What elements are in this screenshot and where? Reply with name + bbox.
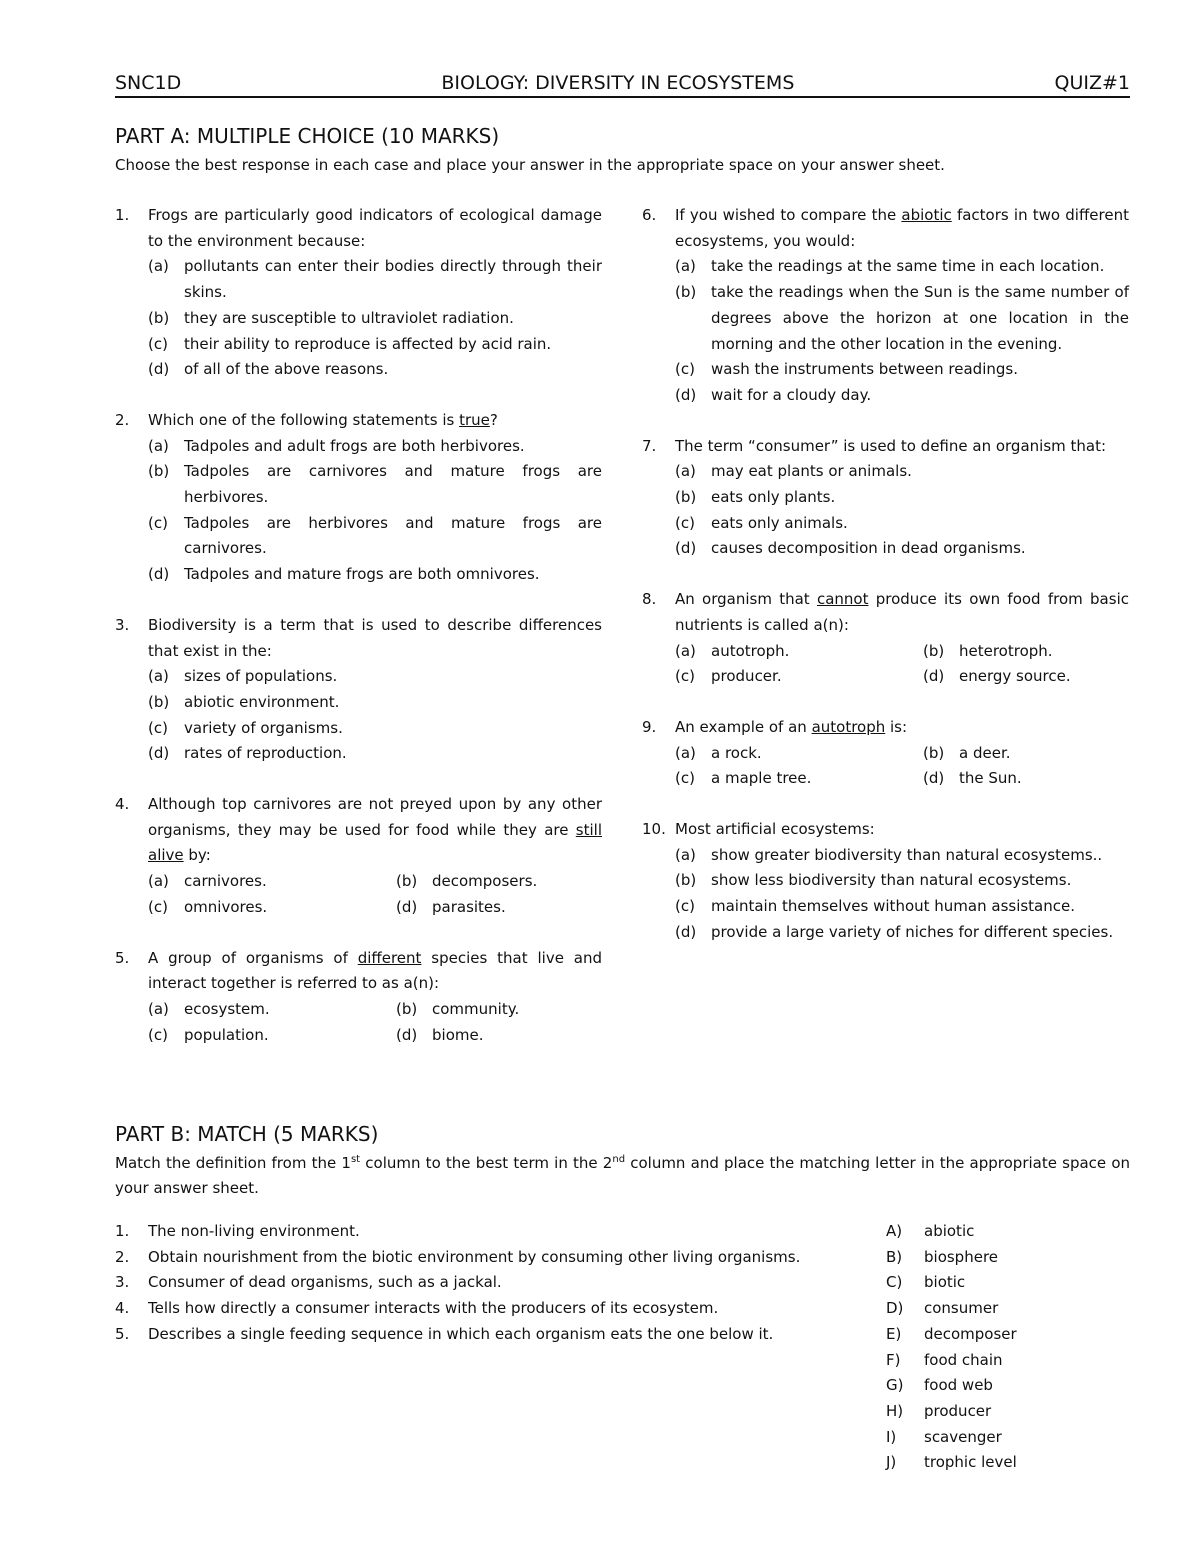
option-c: (c) maintain themselves without human assistance.: [675, 897, 1075, 916]
question-5: [115, 946, 602, 1049]
question-text: The term “consumer” is used to define an organism that:: [675, 436, 1107, 455]
part-a-title: PART A: MULTIPLE CHOICE (10 MARKS): [115, 124, 500, 148]
option-d: (d) energy source.: [923, 667, 1071, 686]
question-text: An example of an autotroph is:: [675, 717, 908, 736]
option-a: (a) sizes of populations.: [148, 667, 338, 686]
term-item: B) biosphere: [886, 1247, 999, 1266]
option-d: (d) Tadpoles and mature frogs are both omnivores.: [148, 565, 540, 584]
question-number: 10.: [642, 820, 666, 839]
question-number: 5.: [115, 948, 130, 967]
option-c: (c) variety of organisms.: [148, 718, 343, 737]
option-a: (a) pollutants can enter their bodies directly through their skins.: [148, 257, 602, 302]
term-item: H) producer: [886, 1401, 992, 1420]
option-a: (a) Tadpoles and adult frogs are both herbivores.: [148, 436, 525, 455]
question-number: 3.: [115, 615, 130, 634]
option-d: (d) rates of reproduction.: [148, 744, 347, 763]
question-1: [115, 203, 602, 383]
matching-section: [115, 1120, 1130, 1489]
definition-item: 2. Obtain nourishment from the biotic environment by consuming other living organisms.: [115, 1247, 801, 1266]
term-item: E) decomposer: [886, 1324, 1017, 1343]
question-number: 6.: [642, 206, 657, 224]
option-c: (c) producer.: [675, 667, 782, 686]
option-c: (c) Tadpoles are herbivores and mature frogs are carnivores.: [148, 513, 602, 558]
page-title: BIOLOGY: DIVERSITY IN ECOSYSTEMS: [441, 72, 795, 94]
question-9: [642, 715, 1129, 792]
question-2: [115, 408, 602, 588]
option-b: (b) they are susceptible to ultraviolet radiation.: [148, 308, 514, 327]
option-b: (b) heterotroph.: [923, 641, 1053, 660]
question-10: [642, 817, 1129, 946]
option-c: (c) population.: [148, 1025, 269, 1044]
page-header: [115, 72, 1130, 98]
right-column: [642, 203, 1129, 971]
quiz-page: [115, 72, 1130, 1489]
option-d: (d) biome.: [396, 1025, 484, 1044]
option-b: (b) show less biodiversity than natural ecosystems.: [675, 871, 1072, 890]
question-text: Although top carnivores are not preyed upon by any other organisms, they may be used for food while they are still alive by:: [148, 795, 602, 865]
term-item: I) scavenger: [886, 1427, 1002, 1446]
option-b: (b) a deer.: [923, 743, 1011, 762]
question-text: An organism that cannot produce its own food from basic nutrients is called a(n):: [675, 590, 1129, 634]
quiz-number: QUIZ#1: [1054, 72, 1130, 94]
option-c: (c) eats only animals.: [675, 513, 848, 532]
question-text: Frogs are particularly good indicators of ecological damage to the environment because:: [148, 206, 602, 250]
terms-list: [886, 1219, 1126, 1476]
course-code: SNC1D: [115, 72, 182, 94]
left-column: [115, 203, 602, 1073]
option-b: (b) community.: [396, 999, 520, 1018]
term-item: G) food web: [886, 1376, 993, 1395]
option-c: (c) omnivores.: [148, 897, 268, 916]
option-b: (b) take the readings when the Sun is the same number of degrees above the horizon at one location in the morning and the other location in the evening.: [675, 283, 1129, 353]
question-text: Most artificial ecosystems:: [675, 820, 875, 839]
option-d: (d) of all of the above reasons.: [148, 360, 389, 379]
term-item: J) trophic level: [886, 1453, 1017, 1472]
part-a-instructions: Choose the best response in each case and place your answer in the appropriate space on your answer sheet.: [115, 156, 945, 174]
question-number: 7.: [642, 436, 657, 455]
option-b: (b) abiotic environment.: [148, 692, 340, 711]
option-c: (c) their ability to reproduce is affected by acid rain.: [148, 334, 552, 353]
question-3: [115, 613, 602, 767]
option-d: (d) causes decomposition in dead organisms.: [675, 539, 1026, 558]
question-number: 1.: [115, 206, 130, 224]
definition-item: 1. The non-living environment.: [115, 1222, 360, 1240]
term-item: F) food chain: [886, 1350, 1003, 1369]
option-d: (d) provide a large variety of niches for different species.: [675, 922, 1114, 941]
definition-item: 5. Describes a single feeding sequence in which each organism eats the one below it.: [115, 1324, 774, 1343]
question-text: Biodiversity is a term that is used to describe differences that exist in the:: [148, 615, 602, 660]
option-d: (d) parasites.: [396, 897, 506, 916]
definitions-list: [115, 1219, 847, 1348]
question-number: 9.: [642, 717, 657, 736]
part-b-title: PART B: MATCH (5 MARKS): [115, 1122, 379, 1146]
option-a: (a) carnivores.: [148, 872, 267, 891]
option-c: (c) wash the instruments between readings.: [675, 360, 1018, 379]
multiple-choice-section: [115, 203, 1130, 1108]
part-b-instructions: Match the definition from the 1st column to the best term in the 2nd column and place the matching letter in the appropriate space on your answer sheet.: [115, 1154, 1131, 1197]
option-a: (a) a rock.: [675, 743, 762, 762]
definition-item: 3. Consumer of dead organisms, such as a jackal.: [115, 1273, 502, 1292]
question-4: [115, 792, 602, 921]
question-text: If you wished to compare the abiotic factors in two different ecosystems, you would:: [675, 206, 1129, 250]
option-a: (a) may eat plants or animals.: [675, 462, 912, 481]
option-a: (a) ecosystem.: [148, 999, 270, 1018]
term-item: A) abiotic: [886, 1222, 975, 1240]
question-number: 2.: [115, 410, 130, 429]
matching-lists: [115, 1219, 1130, 1489]
question-6: [642, 203, 1129, 409]
question-number: 4.: [115, 795, 130, 814]
question-8: [642, 587, 1129, 690]
term-item: D) consumer: [886, 1299, 999, 1318]
question-text: A group of organisms of different species that live and interact together is referred to as a(n):: [148, 948, 602, 993]
option-b: (b) decomposers.: [396, 872, 538, 891]
option-d: (d) the Sun.: [923, 769, 1022, 788]
option-d: (d) wait for a cloudy day.: [675, 385, 872, 404]
option-a: (a) take the readings at the same time in each location.: [675, 257, 1105, 276]
question-7: [642, 434, 1129, 563]
question-text: Which one of the following statements is true?: [148, 410, 498, 429]
question-number: 8.: [642, 590, 657, 609]
option-a: (a) show greater biodiversity than natural ecosystems..: [675, 845, 1103, 864]
option-b: (b) Tadpoles are carnivores and mature frogs are herbivores.: [148, 462, 602, 507]
definition-item: 4. Tells how directly a consumer interacts with the producers of its ecosystem.: [115, 1299, 719, 1318]
option-b: (b) eats only plants.: [675, 488, 836, 507]
term-item: C) biotic: [886, 1273, 966, 1292]
option-c: (c) a maple tree.: [675, 769, 812, 788]
option-a: (a) autotroph.: [675, 641, 790, 660]
